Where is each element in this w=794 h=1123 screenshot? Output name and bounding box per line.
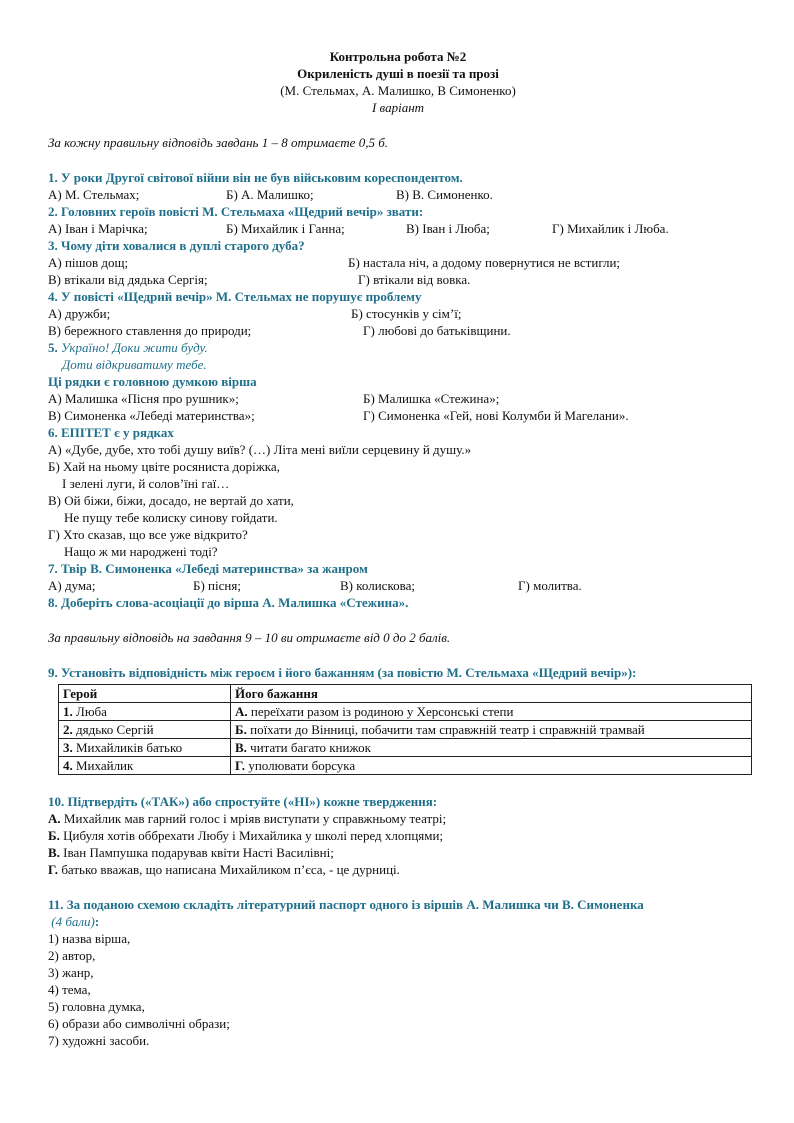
table-row [59,721,752,739]
hero-cell [59,721,231,739]
statement-d [48,861,748,878]
statement-letter: Г. [48,862,59,877]
wish-cell [231,721,752,739]
hero-number: 2. [63,722,73,737]
option-5a: А) Малишка «Пісня про рушник»; [48,391,239,406]
option-4c: В) бережного ставлення до природи; [48,323,252,338]
table-row [59,757,752,775]
question-2-options [48,220,748,237]
hero-number: 1. [63,704,73,719]
question-9: 9. Установіть відповідність між героєм і його бажанням (за повістю М. Стельмаха «Щедрий вечір»): [48,665,637,680]
wish-letter: А. [235,704,248,719]
option-3b: Б) настала ніч, а додому повернутися не встигли; [348,255,621,270]
question-5: Ці рядки є головною думкою вірша [48,374,257,389]
question-1-options [48,186,748,203]
option-3d: Г) втікали від вовка. [358,272,471,287]
option-5d: Г) Симоненка «Гей, нові Колумби й Магелани». [363,408,629,423]
question-2: 2. Головних героїв повісті М. Стельмаха «Щедрий вечір» звати: [48,204,424,219]
wish-text: поїхати до Вінниці, побачити там справжній театр і справжній трамвай [246,722,645,737]
question-7-options [48,577,748,594]
option-3c: В) втікали від дядька Сергія; [48,272,208,287]
option-2d: Г) Михайлик і Люба. [552,221,669,236]
table-header-wish: Його бажання [231,685,752,703]
question-8: 8. Доберіть слова-асоціації до вірша А. Малишка «Стежина». [48,595,409,610]
option-5c: В) Симоненка «Лебеді материнства»; [48,408,255,423]
wish-text: уполювати борсука [245,758,356,773]
statement-c [48,844,748,861]
option-7d: Г) молитва. [518,578,582,593]
option-7b: Б) пісня; [193,578,241,593]
statement-letter: Б. [48,828,60,843]
question-4: 4. У повісті «Щедрий вечір» М. Стельмах не порушує проблему [48,289,422,304]
doc-authors: (М. Стельмах, А. Малишко, В Симоненко) [280,83,516,98]
passport-item: 1) назва вірша, [48,931,131,946]
question-7: 7. Твір В. Симоненка «Лебеді материнства» за жанром [48,561,368,576]
question-4-options-row1 [48,305,748,322]
option-2b: Б) Михайлик і Ганна; [226,221,345,236]
table-row [59,703,752,721]
passport-item: 4) тема, [48,982,91,997]
points-colon: : [94,914,100,929]
wish-letter: В. [235,740,247,755]
passport-item: 2) автор, [48,948,96,963]
option-1c: В) В. Симоненко. [396,187,493,202]
hero-number: 4. [63,758,73,773]
option-6c-line2: Не пущу тебе колиску синову гойдати. [64,510,278,525]
option-3a: А) пішов дощ; [48,255,129,270]
question-11: 11. За поданою схемою складіть літературний паспорт одного із віршів А. Малишка чи В. Симоненка [48,897,644,912]
option-6c-line1: В) Ой біжи, біжи, досадо, не вертай до хати, [48,493,294,508]
statement-letter: А. [48,811,61,826]
hero-cell [59,757,231,775]
option-6a: А) «Дубе, дубе, хто тобі душу виїв? (…) Літа мені виїли серцевину й душу.» [48,442,472,457]
statement-text: батько вважав, що написана Михайликом п’єса, - це дурниці. [58,862,400,877]
option-5b: Б) Малишка «Стежина»; [363,391,500,406]
question-5-quote-line2: Доти відкриватиму тебе. [62,357,207,372]
question-3-options-row1 [48,254,748,271]
wish-cell [231,703,752,721]
hero-name: дядько Сергій [72,722,154,737]
statement-a [48,810,748,827]
header [48,48,748,116]
statement-text: Іван Пампушка подарував квіти Насті Василівні; [59,845,334,860]
question-1: 1. У роки Другої світової війни він не був військовим кореспондентом. [48,170,463,185]
option-7a: А) дума; [48,578,96,593]
option-6b-line1: Б) Хай на ньому цвіте росяниста доріжка, [48,459,280,474]
question-4-options-row2 [48,322,748,339]
option-1a: А) М. Стельмах; [48,187,140,202]
passport-item: 6) образи або символічні образи; [48,1016,230,1031]
option-7c: В) колискова; [340,578,415,593]
hero-cell [59,703,231,721]
statement-letter: В. [48,845,60,860]
wish-text: читати багато книжок [246,740,371,755]
passport-item: 5) головна думка, [48,999,145,1014]
question-5-number: 5. [48,340,58,355]
hero-name: Люба [72,704,107,719]
option-6d-line2: Нащо ж ми народжені тоді? [64,544,218,559]
question-5-options-row2 [48,407,748,424]
wish-cell [231,739,752,757]
option-2a: А) Іван і Марічка; [48,221,148,236]
note-scoring-1-8: За кожну правильну відповідь завдань 1 – 8 отримаєте 0,5 б. [48,135,388,150]
question-5-options-row1 [48,390,748,407]
question-6: 6. ЕПІТЕТ є у рядках [48,425,174,440]
option-6d-line1: Г) Хто сказав, що все уже відкрито? [48,527,248,542]
doc-title: Контрольна робота №2 [329,49,467,64]
matching-table [58,684,752,775]
option-4a: А) дружби; [48,306,111,321]
passport-item: 3) жанр, [48,965,94,980]
test-page [48,48,748,1049]
statement-text: Цибуля хотів оббрехати Любу і Михайлика у школі перед хлопцями; [59,828,444,843]
statement-b [48,827,748,844]
doc-variant: І варіант [371,100,425,115]
option-4d: Г) любові до батьківщини. [363,323,511,338]
option-4b: Б) стосунків у сім’ї; [351,306,462,321]
hero-cell [59,739,231,757]
wish-text: переїхати разом із родиною у Херсонські степи [247,704,514,719]
hero-number: 3. [63,740,73,755]
question-3: 3. Чому діти ховалися в дуплі старого дуба? [48,238,305,253]
passport-item: 7) художні засоби. [48,1033,150,1048]
question-5-quote [48,339,748,356]
option-1b: Б) А. Малишко; [226,187,314,202]
hero-name: Михайлик [72,758,134,773]
points-label: (4 бали) [51,914,95,929]
hero-name: Михайликів батько [72,740,183,755]
question-3-options-row2 [48,271,748,288]
option-2c: В) Іван і Люба; [406,221,490,236]
question-5-quote-line1: Україно! Доки жити буду. [61,340,208,355]
wish-cell [231,757,752,775]
statement-text: Михайлик мав гарний голос і мріяв виступати у справжньому театрі; [60,811,447,826]
table-header-hero: Герой [59,685,231,703]
question-11-points [48,913,748,930]
wish-letter: Г. [235,758,246,773]
table-row [59,739,752,757]
wish-letter: Б. [235,722,247,737]
doc-subtitle: Окриленість душі в поезії та прозі [297,66,499,81]
option-6b-line2: І зелені луги, й солов’їні гаї… [62,476,230,491]
table-header-row [59,685,752,703]
note-scoring-9-10: За правильну відповідь на завдання 9 – 10 ви отримаєте від 0 до 2 балів. [48,630,451,645]
question-10: 10. Підтвердіть («ТАК») або спростуйте («НІ») кожне твердження: [48,794,438,809]
